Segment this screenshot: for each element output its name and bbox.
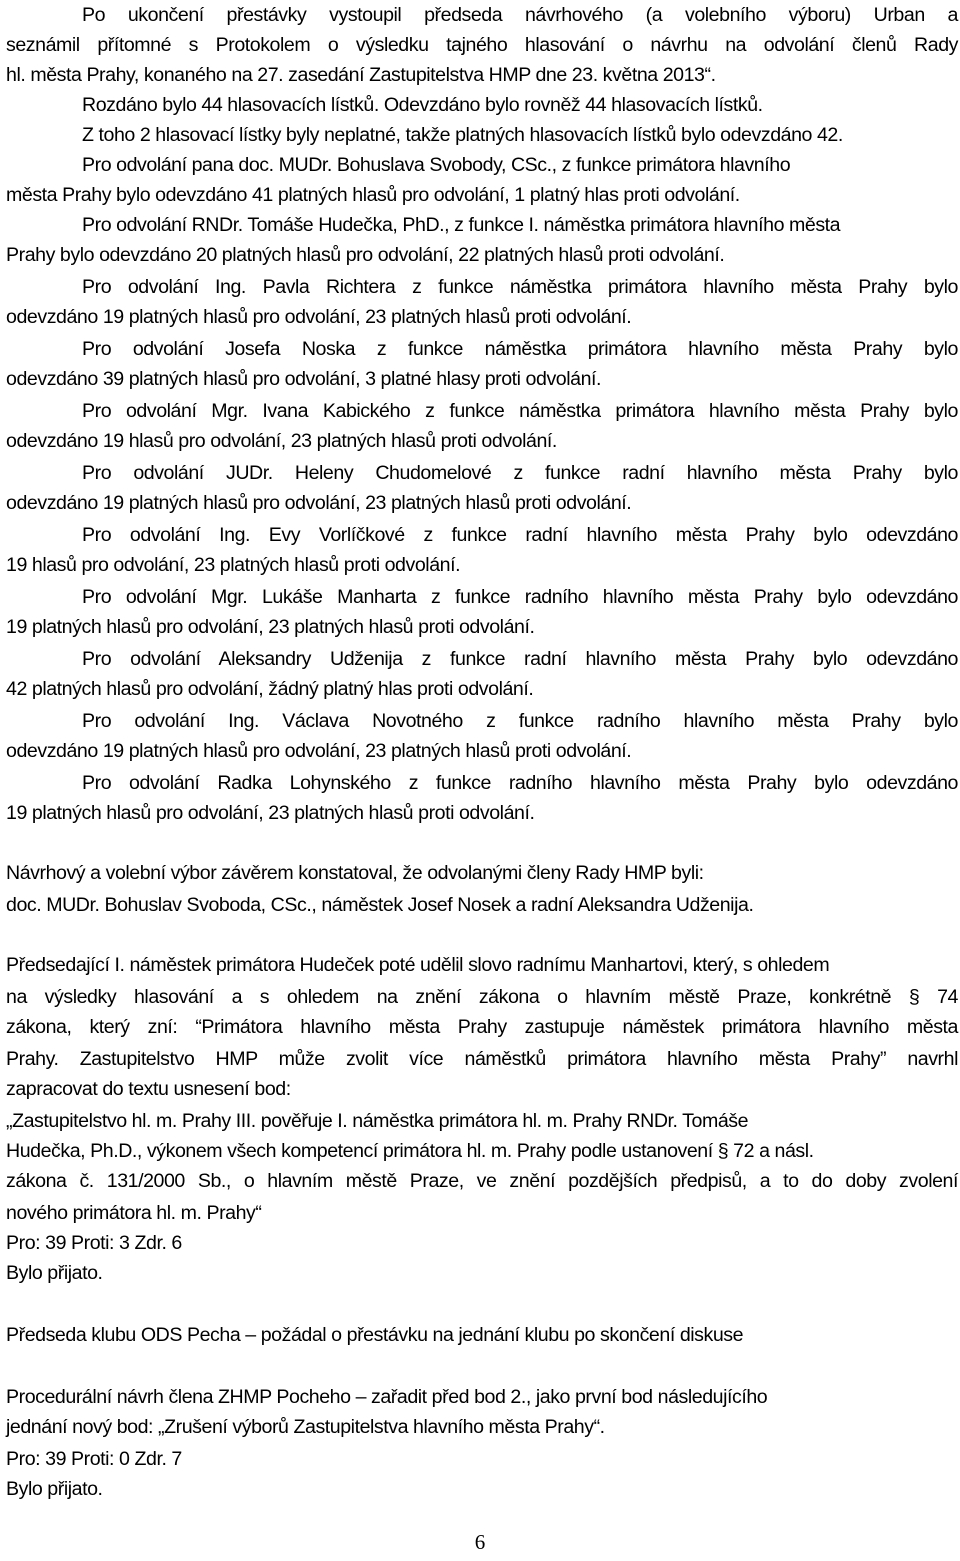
text-line: 19 hlasů pro odvolání, 23 platných hlasů proti odvolání.	[6, 554, 461, 576]
text-line: zapracovat do textu usnesení bod:	[6, 1078, 291, 1100]
text-line: Předsedající I. náměstek primátora Hudeček poté udělil slovo radnímu Manhartovi, který, s ohledem	[6, 954, 830, 976]
text-line: Bylo přijato.	[6, 1262, 103, 1284]
text-line: Z toho 2 hlasovací lístky byly neplatné, takže platných hlasovacích lístků bylo odevzdáno 42.	[82, 124, 843, 146]
text-line: 42 platných hlasů pro odvolání, žádný platný hlas proti odvolání.	[6, 678, 534, 700]
page-number: 6	[474, 1530, 486, 1554]
text-line: Pro odvolání pana doc. MUDr. Bohuslava Svobody, CSc., z funkce primátora hlavního	[82, 154, 791, 176]
text-line: Pro: 39 Proti: 0 Zdr. 7	[6, 1448, 182, 1470]
text-line: odevzdáno 19 platných hlasů pro odvolání, 23 platných hlasů proti odvolání.	[6, 492, 632, 514]
text-line: seznámil přítomné s Protokolem o výsledku tajného hlasování o návrhu na odvolání členů Rady	[6, 34, 958, 56]
text-line: 19 platných hlasů pro odvolání, 23 platných hlasů proti odvolání.	[6, 616, 535, 638]
text-line: města Prahy bylo odevzdáno 41 platných hlasů pro odvolání, 1 platný hlas proti odvolání.	[6, 184, 740, 206]
text-line: hl. města Prahy, konaného na 27. zasedání Zastupitelstva HMP dne 23. května 2013“.	[6, 64, 716, 86]
text-line: Pro odvolání Ing. Václava Novotného z funkce radního hlavního města Prahy bylo	[82, 710, 958, 732]
text-line: na výsledky hlasování a s ohledem na znění zákona o hlavním městě Praze, konkrétně § 74	[6, 986, 958, 1008]
text-line: Pro odvolání RNDr. Tomáše Hudečka, PhD., z funkce I. náměstka primátora hlavního města	[82, 214, 841, 236]
text-line: Návrhový a volební výbor závěrem konstatoval, že odvolanými členy Rady HMP byli:	[6, 862, 704, 884]
text-line: Pro odvolání Ing. Pavla Richtera z funkce náměstka primátora hlavního města Prahy bylo	[82, 276, 958, 298]
text-line: Předseda klubu ODS Pecha – požádal o přestávku na jednání klubu po skončení diskuse	[6, 1324, 744, 1346]
text-line: odevzdáno 19 platných hlasů pro odvolání, 23 platných hlasů proti odvolání.	[6, 740, 632, 762]
text-line: Pro odvolání Ing. Evy Vorlíčkové z funkce radní hlavního města Prahy bylo odevzdáno	[82, 524, 958, 546]
text-line: 19 platných hlasů pro odvolání, 23 platných hlasů proti odvolání.	[6, 802, 535, 824]
text-line: Pro odvolání Mgr. Lukáše Manharta z funkce radního hlavního města Prahy bylo odevzdáno	[82, 586, 958, 608]
text-line: Pro: 39 Proti: 3 Zdr. 6	[6, 1232, 182, 1254]
text-line: Po ukončení přestávky vystoupil předseda návrhového (a volebního výboru) Urban a	[82, 4, 958, 26]
text-line: odevzdáno 39 platných hlasů pro odvolání, 3 platné hlasy proti odvolání.	[6, 368, 602, 390]
text-line: Pro odvolání Josefa Noska z funkce náměstka primátora hlavního města Prahy bylo	[82, 338, 958, 360]
text-line: Prahy. Zastupitelstvo HMP může zvolit více náměstků primátora hlavního města Prahy” navrhl	[6, 1048, 958, 1070]
text-line: Pro odvolání Radka Lohynského z funkce radního hlavního města Prahy bylo odevzdáno	[82, 772, 958, 794]
text-line: Pro odvolání Aleksandry Udženija z funkce radní hlavního města Prahy bylo odevzdáno	[82, 648, 958, 670]
text-line: Pro odvolání JUDr. Heleny Chudomelové z funkce radní hlavního města Prahy bylo	[82, 462, 958, 484]
text-line: Hudečka, Ph.D., výkonem všech kompetencí primátora hl. m. Prahy podle ustanovení § 72 a násl.	[6, 1140, 814, 1162]
text-line: Procedurální návrh člena ZHMP Pocheho – zařadit před bod 2., jako první bod následujícího	[6, 1386, 768, 1408]
text-line: doc. MUDr. Bohuslav Svoboda, CSc., náměstek Josef Nosek a radní Aleksandra Udženija.	[6, 894, 754, 916]
text-line: odevzdáno 19 hlasů pro odvolání, 23 platných hlasů proti odvolání.	[6, 430, 557, 452]
text-line: odevzdáno 19 platných hlasů pro odvolání, 23 platných hlasů proti odvolání.	[6, 306, 632, 328]
text-line: „Zastupitelstvo hl. m. Prahy III. pověřuje I. náměstka primátora hl. m. Prahy RNDr. Tomáše	[6, 1110, 749, 1132]
text-line: Pro odvolání Mgr. Ivana Kabického z funkce náměstka primátora hlavního města Prahy bylo	[82, 400, 958, 422]
text-line: zákona, který zní: “Primátora hlavního města Prahy zastupuje náměstek primátora hlavního města	[6, 1016, 958, 1038]
text-line: Rozdáno bylo 44 hlasovacích lístků. Odevzdáno bylo rovněž 44 hlasovacích lístků.	[82, 94, 763, 116]
text-line: zákona č. 131/2000 Sb., o hlavním městě Praze, ve znění pozdějších předpisů, a to do doby zvolení	[6, 1170, 958, 1192]
text-line: Prahy bylo odevzdáno 20 platných hlasů pro odvolání, 22 platných hlasů proti odvolání.	[6, 244, 725, 266]
text-line: jednání nový bod: „Zrušení výborů Zastupitelstva hlavního města Prahy“.	[6, 1416, 605, 1438]
text-line: Bylo přijato.	[6, 1478, 103, 1500]
text-line: nového primátora hl. m. Prahy“	[6, 1202, 262, 1224]
